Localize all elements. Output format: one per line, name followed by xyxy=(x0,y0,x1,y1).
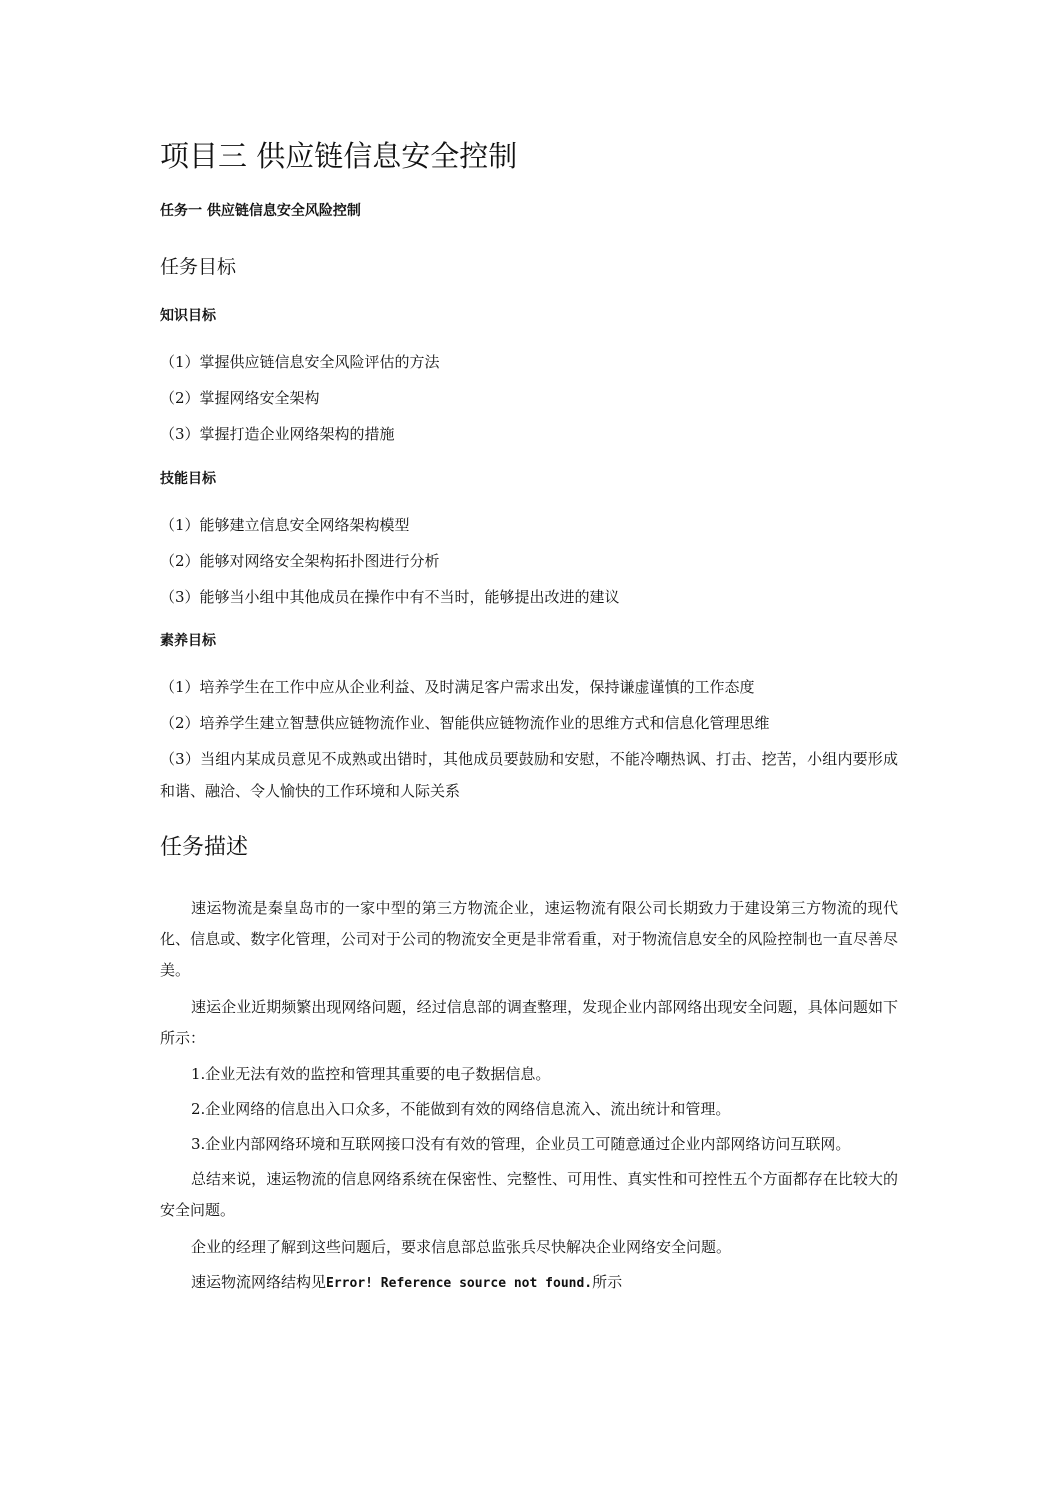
reference-suffix: 所示 xyxy=(592,1273,623,1291)
literacy-item-2: （2）培养学生建立智慧供应链物流作业、智能供应链物流作业的思维方式和信息化管理思维 xyxy=(160,714,770,732)
description-request: 企业的经理了解到这些问题后，要求信息部总监张兵尽快解决企业网络安全问题。 xyxy=(191,1238,732,1256)
reference-error: Error! Reference source not found. xyxy=(326,1276,593,1291)
description-heading: 任务描述 xyxy=(160,835,249,860)
issue-item-3: 3.企业内部网络环境和互联网接口没有有效的管理，企业员工可随意通过企业内部网络访问互联网。 xyxy=(191,1135,851,1153)
description-paragraph-1: 速运物流是秦皇岛市的一家中型的第三方物流企业，速运物流有限公司长期致力于建设第三方物流的现代化、信息或、数字化管理，公司对于公司的物流安全更是非常看重，对于物流信息安全的风险控制也一直尽善尽美。 xyxy=(160,899,898,979)
knowledge-item-3: （3）掌握打造企业网络架构的措施 xyxy=(160,425,395,443)
reference-prefix: 速运物流网络结构见 xyxy=(191,1273,327,1291)
description-paragraph-2: 速运企业近期频繁出现网络问题，经过信息部的调查整理，发现企业内部网络出现安全问题，具体问题如下所示： xyxy=(160,998,898,1047)
literacy-item-3: （3）当组内某成员意见不成熟或出错时，其他成员要鼓励和安慰，不能冷嘲热讽、打击、挖苦，小组内要形成和谐、融洽、令人愉快的工作环境和人际关系 xyxy=(160,750,898,800)
skill-item-1: （1）能够建立信息安全网络架构模型 xyxy=(160,516,410,534)
network-structure-reference xyxy=(160,1267,898,1299)
knowledge-heading: 知识目标 xyxy=(160,308,216,324)
skill-item-2: （2）能够对网络安全架构拓扑图进行分析 xyxy=(160,552,440,570)
task-heading: 任务一 供应链信息安全风险控制 xyxy=(160,203,361,219)
skill-heading: 技能目标 xyxy=(160,471,216,487)
literacy-heading: 素养目标 xyxy=(160,633,216,649)
issue-item-2: 2.企业网络的信息出入口众多，不能做到有效的网络信息流入、流出统计和管理。 xyxy=(191,1100,731,1118)
knowledge-item-1: （1）掌握供应链信息安全风险评估的方法 xyxy=(160,353,440,371)
knowledge-item-2: （2）掌握网络安全架构 xyxy=(160,389,320,407)
goals-heading: 任务目标 xyxy=(160,256,237,278)
project-title: 项目三 供应链信息安全控制 xyxy=(160,139,518,173)
literacy-item-1: （1）培养学生在工作中应从企业利益、及时满足客户需求出发，保持谦虚谨慎的工作态度 xyxy=(160,678,755,696)
issue-item-1: 1.企业无法有效的监控和管理其重要的电子数据信息。 xyxy=(191,1065,551,1083)
skill-item-3: （3）能够当小组中其他成员在操作中有不当时，能够提出改进的建议 xyxy=(160,588,620,606)
description-summary: 总结来说，速运物流的信息网络系统在保密性、完整性、可用性、真实性和可控性五个方面都存在比较大的安全问题。 xyxy=(160,1170,898,1219)
